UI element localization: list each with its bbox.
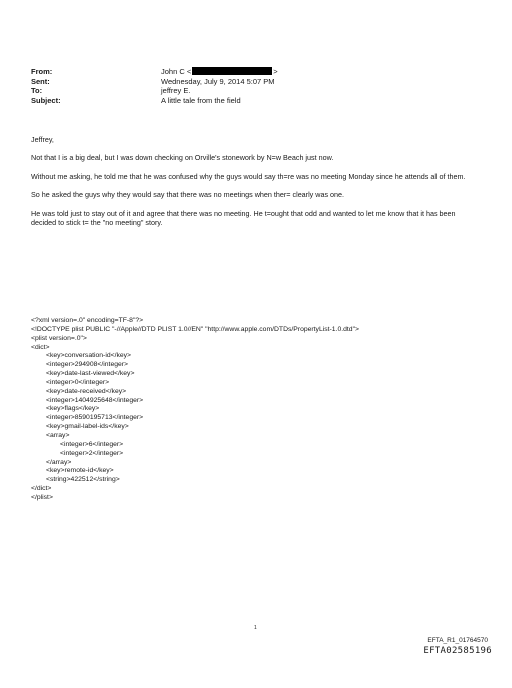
code-line: <integer>0</integer> <box>46 378 110 386</box>
page-number: 1 <box>254 625 257 631</box>
code-line: <key>gmail-label-ids</key> <box>46 423 129 431</box>
from-bracket: > <box>273 67 278 76</box>
code-line: <key>date-received</key> <box>46 387 127 395</box>
redaction-box <box>192 67 272 75</box>
code-line: <integer>294908</integer> <box>46 361 129 369</box>
from-row <box>31 67 471 77</box>
subject-value: A little tale from the field <box>161 95 241 105</box>
from-label: From: <box>31 67 53 76</box>
bates-number-2: EFTA02585196 <box>423 646 492 656</box>
bates-number-1: EFTA_R1_01764570 <box>427 637 488 644</box>
code-line: </array> <box>46 458 72 466</box>
code-line: <key>flags</key> <box>46 405 100 413</box>
to-label: To: <box>31 86 43 96</box>
code-line: <array> <box>46 431 70 439</box>
email-header <box>31 67 471 105</box>
sent-row <box>31 77 471 87</box>
code-line: <string>422512</string> <box>46 476 120 484</box>
code-line: </dict> <box>31 485 52 493</box>
body-paragraph-2: Without me asking, he told me that he was confused why the guys would say th=re was no meeting Monday since he attends all of them. <box>31 171 466 181</box>
code-line: <integer>6</integer> <box>60 440 124 448</box>
code-line: <key>conversation-id</key> <box>46 352 132 360</box>
greeting: Jeffrey, <box>31 135 54 144</box>
subject-row <box>31 96 471 106</box>
body-paragraph-4: He was told just to stay out of it and agree that there was no meeting. He t=ought that odd and wanted to let me know that it has been decided to stick t= the "no meeting" story. <box>31 208 456 228</box>
code-line: <key>date-last-viewed</key> <box>46 370 135 378</box>
code-line: <integer>1404925648</integer> <box>46 396 144 404</box>
plist-block <box>31 317 481 503</box>
to-row <box>31 86 471 96</box>
body-paragraph-1: Not that I is a big deal, but I was down checking on Orville's stonework by N=w Beach just now. <box>31 153 334 163</box>
from-value <box>161 67 278 77</box>
subject-label: Subject: <box>31 95 61 105</box>
code-line: <dict> <box>31 343 50 351</box>
from-name: John C < <box>161 67 192 76</box>
sent-label: Sent: <box>31 76 50 86</box>
body-paragraph-3: So he asked the guys why they would say that there was no meetings when ther= clearly was one. <box>31 190 345 200</box>
code-line: <key>remote-id</key> <box>46 467 114 475</box>
code-line: <plist version=.0"> <box>31 334 87 342</box>
code-line: <integer>2</integer> <box>60 449 124 457</box>
to-value: jeffrey E. <box>161 86 191 96</box>
sent-value: Wednesday, July 9, 2014 5:07 PM <box>161 76 275 86</box>
email-body <box>31 135 476 236</box>
code-line: <!DOCTYPE plist PUBLIC "-//Apple//DTD PLIST 1.0//EN" "http://www.apple.com/DTDs/PropertyList-1.0.dtd"> <box>31 325 359 333</box>
code-line: <?xml version=.0" encoding=TF-8"?> <box>31 317 144 324</box>
code-line: </plist> <box>31 493 53 501</box>
code-line: <integer>8590195713</integer> <box>46 414 144 422</box>
